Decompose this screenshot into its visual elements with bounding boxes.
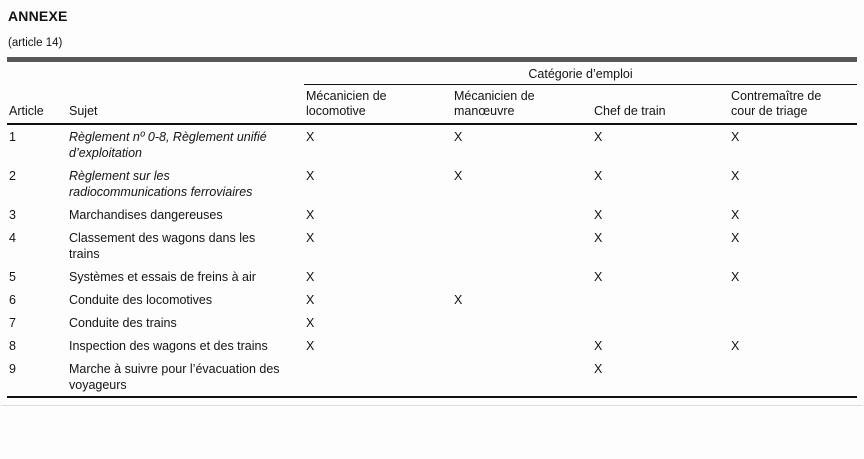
- column-header-job-3-label: Chef de train: [594, 104, 666, 118]
- article-cell: 9: [9, 362, 16, 376]
- mark-cell: X: [594, 169, 603, 183]
- sujet-cell: [67, 203, 304, 226]
- mark-cell: X: [594, 231, 603, 245]
- column-header-job-1-label: Mécanicien de locomotive: [306, 89, 387, 118]
- article-cell: 8: [9, 339, 16, 353]
- mark-cell: X: [306, 293, 315, 307]
- sujet-text: Classement des wagons dans les trains: [69, 231, 256, 261]
- mark-cell: [452, 203, 592, 210]
- mark-cell: X: [731, 339, 740, 353]
- mark-cell: X: [594, 339, 603, 353]
- mark-cell: [304, 357, 452, 364]
- mark-cell: X: [731, 270, 740, 284]
- mark-cell: X: [731, 208, 740, 222]
- mark-cell: [729, 311, 857, 318]
- article-cell: 7: [9, 316, 16, 330]
- mark-cell: X: [306, 270, 315, 284]
- mark-cell: X: [594, 208, 603, 222]
- mark-cell: X: [306, 208, 315, 222]
- column-header-job-4-label: Contremaître de cour de triage: [731, 89, 822, 118]
- column-header-sujet: Sujet: [69, 104, 98, 118]
- mark-cell: [452, 357, 592, 364]
- column-header-row: [7, 85, 857, 125]
- article-cell: 5: [9, 270, 16, 284]
- mark-cell: X: [454, 130, 463, 144]
- sujet-cell: [67, 265, 304, 288]
- sujet-text: Marchandises dangereuses: [69, 208, 223, 222]
- mark-cell: X: [731, 231, 740, 245]
- mark-cell: [592, 311, 729, 318]
- employment-category-table: [7, 57, 857, 398]
- sujet-cell: [67, 357, 304, 396]
- column-header-job-3: [592, 100, 729, 123]
- mark-cell: [729, 288, 857, 295]
- sujet-text: Inspection des wagons et des trains: [69, 339, 268, 353]
- mark-cell: [452, 226, 592, 233]
- mark-cell: X: [306, 231, 315, 245]
- column-header-job-4: [729, 85, 857, 123]
- mark-cell: X: [731, 130, 740, 144]
- sujet-cell: [67, 334, 304, 357]
- article-cell: 1: [9, 130, 16, 144]
- mark-cell: X: [594, 270, 603, 284]
- sujet-text: Règlement nº 0-8, Règlement unifié d’exploitation: [69, 130, 267, 160]
- table-row: [7, 265, 857, 288]
- sujet-cell: [67, 311, 304, 334]
- mark-cell: X: [454, 169, 463, 183]
- mark-cell: [452, 311, 592, 318]
- mark-cell: X: [594, 362, 603, 376]
- table-row: [7, 226, 857, 265]
- table-row: [7, 357, 857, 396]
- column-header-job-2: [452, 85, 592, 123]
- table-bottom-rule: [7, 396, 857, 398]
- sujet-text: Marche à suivre pour l’évacuation des voyageurs: [69, 362, 280, 392]
- mark-cell: X: [306, 130, 315, 144]
- page-title: ANNEXE: [8, 8, 68, 24]
- table-row: [7, 334, 857, 357]
- sujet-cell: [67, 164, 304, 203]
- column-header-job-1: [304, 85, 452, 123]
- sujet-text: Conduite des trains: [69, 316, 177, 330]
- table-row: [7, 125, 857, 164]
- table-row: [7, 164, 857, 203]
- mark-cell: X: [731, 169, 740, 183]
- table-body: [7, 125, 857, 396]
- sujet-cell: [67, 226, 304, 265]
- page-bottom-divider: [1, 405, 863, 406]
- mark-cell: X: [306, 169, 315, 183]
- column-header-article: Article: [9, 104, 44, 118]
- mark-cell: [729, 357, 857, 364]
- mark-cell: X: [594, 130, 603, 144]
- sujet-text: Règlement sur les radiocommunications ferroviaires: [69, 169, 253, 199]
- table-row: [7, 288, 857, 311]
- mark-cell: [452, 334, 592, 341]
- article-cell: 6: [9, 293, 16, 307]
- mark-cell: X: [306, 339, 315, 353]
- article-cell: 2: [9, 169, 16, 183]
- mark-cell: [592, 288, 729, 295]
- category-header-row: [7, 62, 857, 85]
- mark-cell: [452, 265, 592, 272]
- article-cell: 4: [9, 231, 16, 245]
- sujet-cell: [67, 125, 304, 164]
- mark-cell: X: [454, 293, 463, 307]
- table-row: [7, 311, 857, 334]
- article-cell: 3: [9, 208, 16, 222]
- sujet-cell: [67, 288, 304, 311]
- mark-cell: X: [306, 316, 315, 330]
- sujet-text: Systèmes et essais de freins à air: [69, 270, 256, 284]
- page-subtitle: (article 14): [8, 37, 63, 49]
- table-row: [7, 203, 857, 226]
- column-header-job-2-label: Mécanicien de manœuvre: [454, 89, 535, 118]
- category-header: Catégorie d’emploi: [304, 67, 857, 85]
- sujet-text: Conduite des locomotives: [69, 293, 213, 307]
